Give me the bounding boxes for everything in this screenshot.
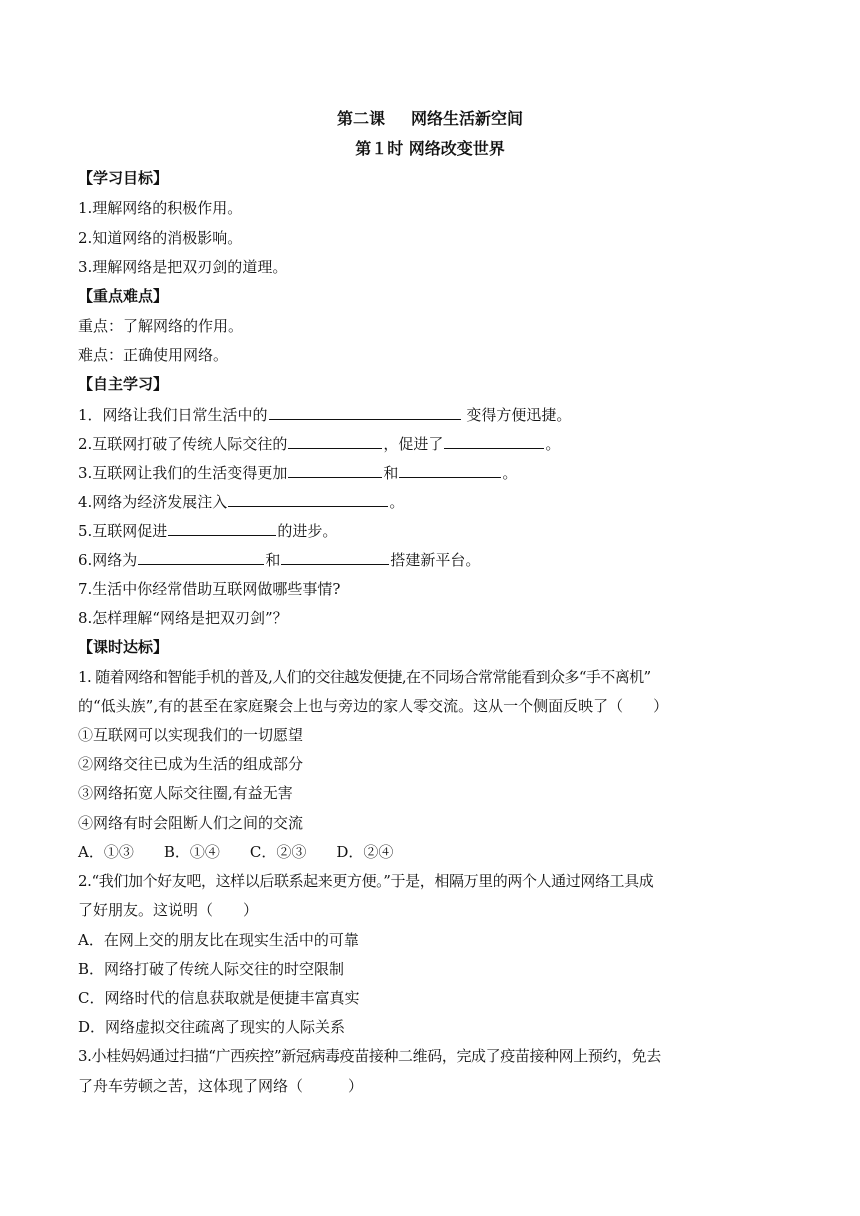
answer-blank[interactable] xyxy=(228,490,388,507)
answer-blank[interactable] xyxy=(288,461,382,478)
self-study-heading: 【自主学习】 xyxy=(78,375,169,393)
practice-q3-stem: 3.小桂妈妈通过扫描“广西疾控”新冠病毒疫苗接种二维码，完成了疫苗接种网上预约，免去 xyxy=(78,1047,661,1065)
goal-item: 2.知道网络的消极影响。 xyxy=(78,229,243,247)
self-question-8: 8.怎样理解“网络是把双刃剑”？ xyxy=(78,609,288,627)
answer-blank[interactable] xyxy=(138,548,264,565)
lesson-name: 网络生活新空间 xyxy=(411,109,524,128)
key-focus: 重点：了解网络的作用。 xyxy=(78,317,244,335)
self-question-5: 5.互联网促进 的进步。 xyxy=(78,519,798,542)
practice-q1-choices: A．①③ B．①④ C．②③ D．②④ xyxy=(78,843,394,861)
section-subtitle: 第１时 网络改变世界 xyxy=(355,139,505,158)
self-question-4: 4.网络为经济发展注入 。 xyxy=(78,490,798,513)
answer-blank[interactable] xyxy=(444,432,544,449)
practice-heading: 【课时达标】 xyxy=(78,638,169,656)
practice-q1-item: ①互联网可以实现我们的一切愿望 xyxy=(78,726,304,744)
practice-q2-option-d: D．网络虚拟交往疏离了现实的人际关系 xyxy=(78,1018,346,1036)
self-question-2: 2.互联网打破了传统人际交往的 ，促进了 。 xyxy=(78,432,798,455)
lesson-number: 第二课 xyxy=(336,109,385,128)
lesson-title xyxy=(0,108,860,130)
self-question-1: 1．网络让我们日常生活中的 变得方便迅捷。 xyxy=(78,403,798,426)
practice-q3-stem: 了舟车劳顿之苦，这体现了网络（ ） xyxy=(78,1077,364,1095)
practice-q1-stem: 的“低头族”,有的甚至在家庭聚会上也与旁边的家人零交流。这从一个侧面反映了（ ） xyxy=(78,697,669,715)
practice-q1-stem: 1. 随着网络和智能手机的普及,人们的交往越发便捷,在不同场合常常能看到众多“手不离机” xyxy=(78,668,651,686)
answer-blank[interactable] xyxy=(269,403,461,420)
self-question-6: 6.网络为 和 搭建新平台。 xyxy=(78,548,798,571)
key-heading: 【重点难点】 xyxy=(78,287,169,305)
practice-q2-option-c: C．网络时代的信息获取就是便捷丰富真实 xyxy=(78,989,360,1007)
answer-blank[interactable] xyxy=(288,432,382,449)
practice-q1-item: ④网络有时会阻断人们之间的交流 xyxy=(78,814,304,832)
practice-q1-item: ③网络拓宽人际交往圈,有益无害 xyxy=(78,784,293,802)
practice-q2-option-b: B．网络打破了传统人际交往的时空限制 xyxy=(78,960,345,978)
practice-q1-item: ②网络交往已成为生活的组成部分 xyxy=(78,755,304,773)
key-difficulty: 难点：正确使用网络。 xyxy=(78,346,229,364)
goals-heading: 【学习目标】 xyxy=(78,169,169,187)
goal-item: 1.理解网络的积极作用。 xyxy=(78,199,243,217)
self-question-7: 7.生活中你经常借助互联网做哪些事情? xyxy=(78,580,341,598)
practice-q2-stem: 了好朋友。这说明（ ） xyxy=(78,901,259,919)
self-question-3: 3.互联网让我们的生活变得更加 和 。 xyxy=(78,461,798,484)
practice-q2-stem: 2.“我们加个好友吧，这样以后联系起来更方便。”于是，相隔万里的两个人通过网络工具成 xyxy=(78,872,654,890)
answer-blank[interactable] xyxy=(399,461,501,478)
answer-blank[interactable] xyxy=(281,548,389,565)
answer-blank[interactable] xyxy=(168,519,276,536)
practice-q2-option-a: A．在网上交的朋友比在现实生活中的可靠 xyxy=(78,931,359,949)
goal-item: 3.理解网络是把双刃剑的道理。 xyxy=(78,258,288,276)
